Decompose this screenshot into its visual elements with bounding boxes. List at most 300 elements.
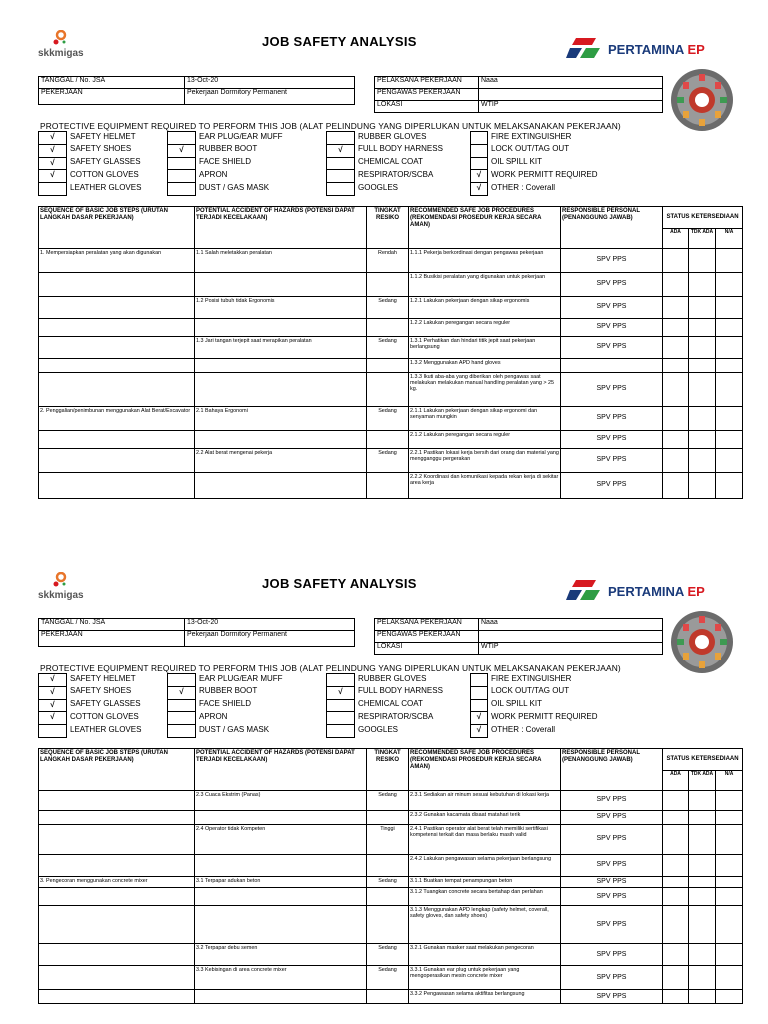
ppe-label: GOOGLES: [358, 724, 399, 734]
ppe-row: [39, 183, 747, 196]
ppe-checkbox[interactable]: [327, 699, 355, 712]
table-row: [39, 473, 743, 499]
procedure-cell: 3.1.3 Menggunakan APD lengkap (safety helmet, coverall, safety gloves, dan safety shoes): [409, 906, 561, 944]
hazard-cell: 2.3 Cuaca Ekstrim (Panas): [195, 791, 367, 811]
procedure-cell: 2.3.2 Gunakan kacamata disaat matahari terik: [409, 811, 561, 825]
status-tdk-ada-cell[interactable]: [689, 337, 716, 359]
ppe-title: PROTECTIVE EQUIPMENT REQUIRED TO PERFORM THIS JOB (ALAT PELINDUNG YANG DIPERLUKAN UNTUK MELAKSANAKAN PEKERJAAN): [40, 663, 621, 673]
ppe-checkbox[interactable]: √: [39, 157, 67, 170]
ppe-checkbox[interactable]: [168, 674, 196, 687]
safety-seal-icon: [670, 68, 734, 132]
hazard-cell: [195, 811, 367, 825]
status-ada-cell[interactable]: [663, 249, 689, 273]
ppe-label: OIL SPILL KIT: [491, 157, 542, 167]
job-step-cell: [39, 449, 195, 473]
ppe-checkbox[interactable]: [327, 725, 355, 738]
job-step-cell: 3. Pengecoran menggunakan concrete mixer: [39, 877, 195, 888]
ppe-checkbox[interactable]: [471, 674, 488, 687]
ppe-label: APRON: [199, 169, 228, 179]
col-header-hazard: POTENTIAL ACCIDENT OF HAZARDS (POTENSI DAPAT TERJADI KECELAKAAN): [195, 749, 367, 791]
job-info-table: [38, 76, 355, 105]
ppe-checkbox[interactable]: [39, 725, 67, 738]
page-title: JOB SAFETY ANALYSIS: [262, 34, 417, 49]
status-na-cell[interactable]: [716, 855, 743, 877]
pelaksana-label: PELAKSANA PEKERJAAN: [375, 77, 479, 89]
ppe-label: OTHER : Coverall: [491, 724, 556, 734]
pengawas-value: [479, 89, 663, 101]
procedure-cell: 1.1.2 Busikisi peralatan yang digunakan untuk pekerjaan: [409, 273, 561, 297]
responsible-cell: SPV PPS: [561, 431, 663, 449]
status-na-cell[interactable]: [716, 811, 743, 825]
ppe-checkbox[interactable]: [471, 699, 488, 712]
status-ada-cell[interactable]: [663, 877, 689, 888]
skkmigas-logo: [38, 572, 98, 604]
ppe-label: LOCK OUT/TAG OUT: [491, 144, 570, 154]
responsible-cell: SPV PPS: [561, 337, 663, 359]
job-step-cell: [39, 966, 195, 990]
job-step-cell: [39, 811, 195, 825]
ppe-checkbox[interactable]: √: [39, 699, 67, 712]
ppe-label: LEATHER GLOVES: [70, 182, 142, 192]
job-step-cell: [39, 791, 195, 811]
col-header-status: STATUS KETERSEDIAAN: [663, 207, 743, 229]
hazard-cell: 2.2 Alat berat mengenai pekerja: [195, 449, 367, 473]
status-na-cell[interactable]: [716, 990, 743, 1004]
status-tdk-ada-cell[interactable]: [689, 319, 716, 337]
ppe-row: [39, 725, 747, 738]
safety-seal-icon: [670, 610, 734, 674]
jsa-table: [38, 748, 743, 1004]
pengawas-label: PENGAWAS PEKERJAAN: [375, 631, 479, 643]
status-ada-cell[interactable]: [663, 473, 689, 499]
ppe-label: OTHER : Coverall: [491, 182, 556, 192]
table-header-row: [39, 207, 743, 229]
ppe-label: RESPIRATOR/SCBA: [358, 711, 434, 721]
ppe-row: [39, 674, 747, 687]
table-row: [39, 990, 743, 1004]
status-na-cell[interactable]: [716, 944, 743, 966]
status-na-cell[interactable]: [716, 791, 743, 811]
col-header-status: STATUS KETERSEDIAAN: [663, 749, 743, 771]
table-row: [39, 855, 743, 877]
ppe-label: SAFETY SHOES: [70, 686, 132, 696]
ppe-label: DUST / GAS MASK: [199, 182, 270, 192]
ppe-label: DUST / GAS MASK: [199, 724, 270, 734]
table-row: [39, 906, 743, 944]
status-tdk-ada-cell[interactable]: [689, 791, 716, 811]
procedure-cell: 1.2.2 Lakukan peregangan secara reguler: [409, 319, 561, 337]
col-header-hazard: POTENTIAL ACCIDENT OF HAZARDS (POTENSI DAPAT TERJADI KECELAKAAN): [195, 207, 367, 249]
status-ada-cell[interactable]: [663, 273, 689, 297]
status-tdk-ada-cell[interactable]: [689, 855, 716, 877]
ppe-label: EAR PLUG/EAR MUFF: [199, 131, 283, 141]
risk-level-cell: [367, 888, 409, 906]
responsible-cell: SPV PPS: [561, 373, 663, 407]
ppe-label: FULL BODY HARNESS: [358, 686, 443, 696]
status-tdk-ada-cell[interactable]: [689, 877, 716, 888]
pengawas-value: [479, 631, 663, 643]
ppe-label: RESPIRATOR/SCBA: [358, 169, 434, 179]
pengawas-label: PENGAWAS PEKERJAAN: [375, 89, 479, 101]
table-row: [39, 359, 743, 373]
ppe-label: SAFETY SHOES: [70, 144, 132, 154]
table-row: [39, 249, 743, 273]
risk-level-cell: Sedang: [367, 791, 409, 811]
col-header-ada: ADA: [663, 771, 689, 791]
status-ada-cell[interactable]: [663, 449, 689, 473]
ppe-checkbox[interactable]: [471, 132, 488, 145]
table-row: [39, 966, 743, 990]
tanggal-label: TANGGAL / No. JSA: [39, 77, 185, 89]
ppe-checkbox[interactable]: [168, 170, 196, 183]
ppe-label: SAFETY GLASSES: [70, 157, 141, 167]
ppe-label: CHEMICAL COAT: [358, 157, 423, 167]
procedure-cell: 1.3.3 Ikuti aba-aba yang diberikan oleh pengawas saat melakukan melakukan manual handling peralatan yang > 25 kg.: [409, 373, 561, 407]
procedure-cell: 3.1.2 Tuangkan concrete secara bertahap dan perlahan: [409, 888, 561, 906]
procedure-cell: 3.3.2 Pengawasan selama aktifitas berlangsung: [409, 990, 561, 1004]
procedure-cell: 3.2.1 Gunakan masker saat melakukan pengecoran: [409, 944, 561, 966]
responsible-cell: SPV PPS: [561, 407, 663, 431]
ppe-label: WORK PERMITT REQUIRED: [491, 711, 598, 721]
status-tdk-ada-cell[interactable]: [689, 825, 716, 855]
risk-level-cell: [367, 906, 409, 944]
risk-level-cell: Tinggi: [367, 825, 409, 855]
ppe-title: PROTECTIVE EQUIPMENT REQUIRED TO PERFORM THIS JOB (ALAT PELINDUNG YANG DIPERLUKAN UNTUK MELAKSANAKAN PEKERJAAN): [40, 121, 621, 131]
pertamina-brand-text: PERTAMINA EP: [608, 584, 705, 599]
col-header-step: SEQUENCE OF BASIC JOB STEPS (URUTAN LANGKAH DASAR PEKERJAAN): [39, 207, 195, 249]
status-tdk-ada-cell[interactable]: [689, 407, 716, 431]
risk-level-cell: Sedang: [367, 944, 409, 966]
status-ada-cell[interactable]: [663, 825, 689, 855]
status-na-cell[interactable]: [716, 449, 743, 473]
hazard-cell: [195, 473, 367, 499]
pekerjaan-label: PEKERJAAN: [39, 631, 185, 647]
ppe-label: SAFETY HELMET: [70, 673, 136, 683]
ppe-checkbox[interactable]: √: [471, 170, 488, 183]
job-step-cell: [39, 855, 195, 877]
ppe-label: RUBBER BOOT: [199, 686, 258, 696]
ppe-checkbox[interactable]: √: [39, 674, 67, 687]
risk-level-cell: [367, 373, 409, 407]
hazard-cell: 3.1 Terpapar adukan beton: [195, 877, 367, 888]
risk-level-cell: [367, 990, 409, 1004]
pekerjaan-value: Pekerjaan Dormitory Permanent: [185, 89, 355, 105]
status-ada-cell[interactable]: [663, 966, 689, 990]
status-na-cell[interactable]: [716, 249, 743, 273]
status-na-cell[interactable]: [716, 825, 743, 855]
status-tdk-ada-cell[interactable]: [689, 449, 716, 473]
ppe-checkbox[interactable]: √: [39, 170, 67, 183]
job-step-cell: [39, 990, 195, 1004]
status-na-cell[interactable]: [716, 297, 743, 319]
risk-level-cell: [367, 431, 409, 449]
status-ada-cell[interactable]: [663, 359, 689, 373]
procedure-cell: 2.2.1 Pastikan lokasi kerja bersih dari orang dan material yang mengganggu pergerakan: [409, 449, 561, 473]
ppe-checkbox[interactable]: √: [471, 183, 488, 196]
ppe-checkbox[interactable]: [168, 699, 196, 712]
ppe-checkbox[interactable]: √: [471, 712, 488, 725]
status-na-cell[interactable]: [716, 906, 743, 944]
ppe-checkbox[interactable]: [168, 157, 196, 170]
hazard-cell: 1.1 Salah meletakkan peralatan: [195, 249, 367, 273]
pekerjaan-value: Pekerjaan Dormitory Permanent: [185, 631, 355, 647]
table-row: [39, 273, 743, 297]
tanggal-value: 13-Oct-20: [185, 619, 355, 631]
ppe-label: FIRE EXTINGUISHER: [491, 673, 572, 683]
status-tdk-ada-cell[interactable]: [689, 431, 716, 449]
pertamina-logo-icon: [566, 36, 606, 60]
status-ada-cell[interactable]: [663, 990, 689, 1004]
ppe-row: [39, 144, 747, 157]
tanggal-value: 13-Oct-20: [185, 77, 355, 89]
jsa-sheet-2: [0, 572, 768, 1000]
ppe-checkbox[interactable]: √: [327, 144, 355, 157]
ppe-checkbox[interactable]: [168, 183, 196, 196]
ppe-row: [39, 712, 747, 725]
hazard-cell: [195, 273, 367, 297]
procedure-cell: 1.2.1 Lakukan pekerjaan dengan sikap ergonomis: [409, 297, 561, 319]
hazard-cell: 3.2 Terpapar debu semen: [195, 944, 367, 966]
job-step-cell: [39, 825, 195, 855]
responsible-cell: SPV PPS: [561, 297, 663, 319]
procedure-cell: 3.3.1 Gunakan ear plug untuk pekerjaan yang mengoperasikan mesin concrete mixer: [409, 966, 561, 990]
status-na-cell[interactable]: [716, 473, 743, 499]
status-na-cell[interactable]: [716, 273, 743, 297]
skkmigas-logo-icon: [52, 572, 68, 588]
status-tdk-ada-cell[interactable]: [689, 888, 716, 906]
hazard-cell: 1.2 Posisi tubuh tidak Ergonomis: [195, 297, 367, 319]
col-header-step: SEQUENCE OF BASIC JOB STEPS (URUTAN LANGKAH DASAR PEKERJAAN): [39, 749, 195, 791]
col-header-procedure: RECOMMENDED SAFE JOB PROCEDURES (REKOMENDASI PROSEDUR KERJA SECARA AMAN): [409, 207, 561, 249]
hazard-cell: [195, 906, 367, 944]
pelaksana-label: PELAKSANA PEKERJAAN: [375, 619, 479, 631]
ppe-row: [39, 170, 747, 183]
jsa-sheet-1: [0, 30, 768, 489]
ppe-checkbox[interactable]: [327, 157, 355, 170]
col-header-pic: RESPONSIBLE PERSONAL (PENANGGUNG JAWAB): [561, 749, 663, 791]
responsible-cell: SPV PPS: [561, 906, 663, 944]
status-tdk-ada-cell[interactable]: [689, 473, 716, 499]
status-tdk-ada-cell[interactable]: [689, 906, 716, 944]
responsible-cell: [561, 359, 663, 373]
risk-level-cell: Sedang: [367, 407, 409, 431]
pelaksana-value: Naaa: [479, 619, 663, 631]
ppe-row: [39, 699, 747, 712]
personnel-info-table: [374, 76, 663, 113]
responsible-cell: SPV PPS: [561, 473, 663, 499]
ppe-checkbox[interactable]: √: [39, 144, 67, 157]
table-row: [39, 297, 743, 319]
job-step-cell: 1. Mempersiapkan peralatan yang akan digunakan: [39, 249, 195, 273]
status-ada-cell[interactable]: [663, 791, 689, 811]
status-ada-cell[interactable]: [663, 906, 689, 944]
ppe-label: GOOGLES: [358, 182, 399, 192]
status-tdk-ada-cell[interactable]: [689, 359, 716, 373]
risk-level-cell: Sedang: [367, 966, 409, 990]
pertamina-logo-icon: [566, 578, 606, 602]
status-na-cell[interactable]: [716, 319, 743, 337]
procedure-cell: 2.2.2 Koordinasi dan komunikasi kepada rekan kerja di sekitar area kerja: [409, 473, 561, 499]
procedure-cell: 2.4.1 Pastikan operator alat berat telah memiliki sertifikasi kompetensi terkait dan masa berlaku masih valid: [409, 825, 561, 855]
ppe-label: COTTON GLOVES: [70, 169, 139, 179]
ppe-checkbox[interactable]: [327, 183, 355, 196]
table-row: [39, 888, 743, 906]
status-na-cell[interactable]: [716, 966, 743, 990]
page-title: JOB SAFETY ANALYSIS: [262, 576, 417, 591]
responsible-cell: SPV PPS: [561, 877, 663, 888]
ppe-checkbox[interactable]: [39, 183, 67, 196]
ppe-checkbox[interactable]: [327, 674, 355, 687]
ppe-checkbox[interactable]: √: [39, 712, 67, 725]
ppe-label: COTTON GLOVES: [70, 711, 139, 721]
ppe-checkbox[interactable]: √: [168, 144, 196, 157]
status-tdk-ada-cell[interactable]: [689, 944, 716, 966]
hazard-cell: 3.3 Kebisingan di area concrete mixer: [195, 966, 367, 990]
responsible-cell: SPV PPS: [561, 855, 663, 877]
lokasi-value: WTIP: [479, 643, 663, 655]
ppe-checkbox[interactable]: [471, 144, 488, 157]
pertamina-brand-text: PERTAMINA EP: [608, 42, 705, 57]
status-na-cell[interactable]: [716, 407, 743, 431]
status-ada-cell[interactable]: [663, 407, 689, 431]
personnel-info-table: [374, 618, 663, 655]
risk-level-cell: Sedang: [367, 449, 409, 473]
hazard-cell: [195, 888, 367, 906]
ppe-label: APRON: [199, 711, 228, 721]
ppe-label: EAR PLUG/EAR MUFF: [199, 673, 283, 683]
status-tdk-ada-cell[interactable]: [689, 811, 716, 825]
ppe-checkbox[interactable]: √: [327, 686, 355, 699]
responsible-cell: SPV PPS: [561, 990, 663, 1004]
procedure-cell: 2.4.2 Lakukan pengawasan selama pekerjaan berlangsung: [409, 855, 561, 877]
job-step-cell: [39, 906, 195, 944]
ppe-checklist: [38, 131, 747, 196]
ppe-label: FIRE EXTINGUISHER: [491, 131, 572, 141]
status-ada-cell[interactable]: [663, 337, 689, 359]
table-row: [39, 877, 743, 888]
ppe-row: [39, 686, 747, 699]
hazard-cell: [195, 431, 367, 449]
table-row: [39, 791, 743, 811]
ppe-checkbox[interactable]: [471, 157, 488, 170]
ppe-label: LEATHER GLOVES: [70, 724, 142, 734]
status-ada-cell[interactable]: [663, 944, 689, 966]
ppe-label: FACE SHIELD: [199, 699, 252, 709]
status-ada-cell[interactable]: [663, 811, 689, 825]
status-na-cell[interactable]: [716, 337, 743, 359]
risk-level-cell: Sedang: [367, 337, 409, 359]
job-step-cell: [39, 319, 195, 337]
skkmigas-logo-text: skkmigas: [38, 590, 84, 601]
procedure-cell: 2.1.2 Lakukan peregangan secara reguler: [409, 431, 561, 449]
pekerjaan-label: PEKERJAAN: [39, 89, 185, 105]
responsible-cell: SPV PPS: [561, 249, 663, 273]
ppe-checkbox[interactable]: [168, 132, 196, 145]
responsible-cell: SPV PPS: [561, 966, 663, 990]
ppe-checkbox[interactable]: [327, 132, 355, 145]
responsible-cell: SPV PPS: [561, 449, 663, 473]
job-step-cell: [39, 373, 195, 407]
status-tdk-ada-cell[interactable]: [689, 966, 716, 990]
ppe-checkbox[interactable]: [168, 712, 196, 725]
ppe-checkbox[interactable]: [168, 725, 196, 738]
status-ada-cell[interactable]: [663, 431, 689, 449]
skkmigas-logo-icon: [52, 30, 68, 46]
table-row: [39, 337, 743, 359]
skkmigas-logo: [38, 30, 98, 62]
status-na-cell[interactable]: [716, 888, 743, 906]
table-header-row: [39, 749, 743, 771]
status-ada-cell[interactable]: [663, 888, 689, 906]
job-info-table: [38, 618, 355, 647]
status-tdk-ada-cell[interactable]: [689, 297, 716, 319]
status-na-cell[interactable]: [716, 431, 743, 449]
status-tdk-ada-cell[interactable]: [689, 249, 716, 273]
col-header-ada: ADA: [663, 229, 689, 249]
status-na-cell[interactable]: [716, 877, 743, 888]
status-tdk-ada-cell[interactable]: [689, 273, 716, 297]
col-header-tdk-ada: TDK ADA: [689, 771, 716, 791]
procedure-cell: 1.3.1 Perhatikan dan hindari titik jepit saat pekerjaan berlangsung: [409, 337, 561, 359]
risk-level-cell: [367, 319, 409, 337]
risk-level-cell: [367, 855, 409, 877]
job-step-cell: [39, 359, 195, 373]
ppe-checkbox[interactable]: [327, 170, 355, 183]
hazard-cell: [195, 373, 367, 407]
col-header-tdk-ada: TDK ADA: [689, 229, 716, 249]
hazard-cell: 2.1 Bahaya Ergonomi: [195, 407, 367, 431]
job-step-cell: [39, 888, 195, 906]
table-row: [39, 373, 743, 407]
hazard-cell: 2.4 Operator tidak Kompeten: [195, 825, 367, 855]
lokasi-label: LOKASI: [375, 101, 479, 113]
sheet-header: [0, 572, 768, 604]
ppe-checkbox[interactable]: [327, 712, 355, 725]
ppe-label: RUBBER GLOVES: [358, 673, 427, 683]
col-header-procedure: RECOMMENDED SAFE JOB PROCEDURES (REKOMENDASI PROSEDUR KERJA SECARA AMAN): [409, 749, 561, 791]
responsible-cell: SPV PPS: [561, 825, 663, 855]
ppe-label: RUBBER BOOT: [199, 144, 258, 154]
job-step-cell: [39, 297, 195, 319]
status-ada-cell[interactable]: [663, 855, 689, 877]
responsible-cell: SPV PPS: [561, 319, 663, 337]
table-row: [39, 811, 743, 825]
status-na-cell[interactable]: [716, 359, 743, 373]
job-step-cell: 2. Penggalian/penimbunan menggunakan Alat Berat/Excavator: [39, 407, 195, 431]
ppe-label: LOCK OUT/TAG OUT: [491, 686, 570, 696]
status-tdk-ada-cell[interactable]: [689, 990, 716, 1004]
procedure-cell: 2.1.1 Lakukan pekerjaan dengan sikap ergonomi dan senyaman mungkin: [409, 407, 561, 431]
tanggal-label: TANGGAL / No. JSA: [39, 619, 185, 631]
procedure-cell: 1.1.1 Pekerja berkordinasi dengan pengawas pekerjaan: [409, 249, 561, 273]
ppe-row: [39, 157, 747, 170]
ppe-checkbox[interactable]: √: [168, 686, 196, 699]
status-tdk-ada-cell[interactable]: [689, 373, 716, 407]
status-na-cell[interactable]: [716, 373, 743, 407]
ppe-checkbox[interactable]: √: [39, 686, 67, 699]
status-ada-cell[interactable]: [663, 319, 689, 337]
ppe-checklist: [38, 673, 747, 738]
status-ada-cell[interactable]: [663, 297, 689, 319]
status-ada-cell[interactable]: [663, 373, 689, 407]
ppe-label: RUBBER GLOVES: [358, 131, 427, 141]
col-header-na: N/A: [716, 229, 743, 249]
ppe-checkbox[interactable]: √: [471, 725, 488, 738]
procedure-cell: 3.1.1 Buatkan tempat penampungan beton: [409, 877, 561, 888]
responsible-cell: SPV PPS: [561, 944, 663, 966]
ppe-checkbox[interactable]: [471, 686, 488, 699]
ppe-checkbox[interactable]: √: [39, 132, 67, 145]
